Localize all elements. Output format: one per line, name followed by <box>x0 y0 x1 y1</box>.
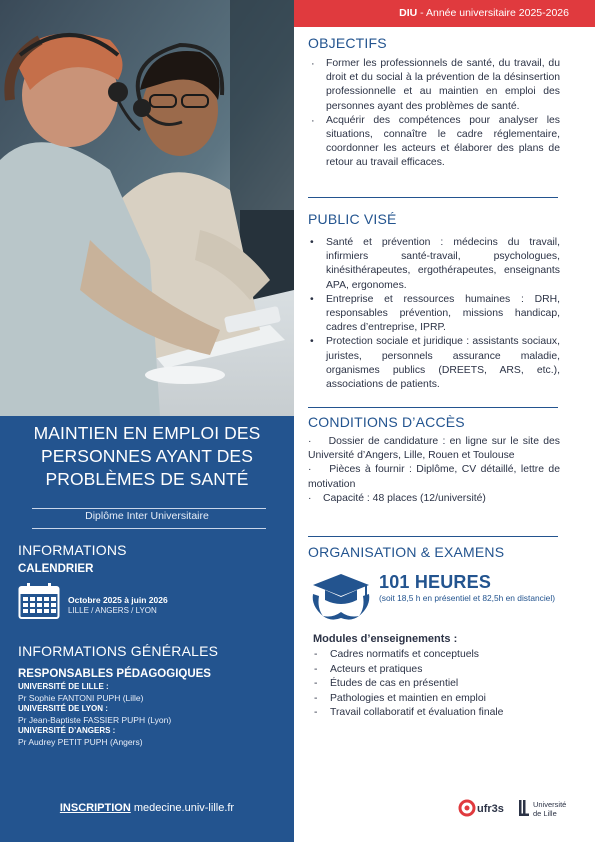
responsable-lille: Pr Sophie FANTONI PUPH (Lille) <box>18 692 144 703</box>
list-item: • Santé et prévention : médecins du travail, infirmiers santé-travail, psychologues, kinésithérapeutes, ergothérapeutes, enseignants APA, ergonomes. <box>310 237 560 291</box>
conditions-list <box>308 435 560 506</box>
document-title <box>0 422 294 491</box>
ufr3s-logo <box>458 798 510 818</box>
title-line-2: PERSONNES AYANT DES <box>41 446 253 466</box>
call-center-photo <box>0 0 294 416</box>
title-line-3: PROBLÈMES DE SANTÉ <box>45 469 249 489</box>
divider-top <box>32 508 266 509</box>
list-item: - Acteurs et pratiques <box>314 663 423 675</box>
objectifs-list <box>308 57 560 171</box>
resp-heading: RESPONSABLES PÉDAGOGIQUES <box>18 668 211 680</box>
diu-label: DIU <box>399 7 418 19</box>
objectifs-heading: OBJECTIFS <box>308 35 387 51</box>
general-info-heading: INFORMATIONS GÉNÉRALES <box>18 643 219 659</box>
list-item: · Former les professionnels de santé, du travail, du droit et du social à la prévention de la désinsertion professionnelle et au maintien en emploi des personnes ayant des problèmes de santé. <box>311 58 560 112</box>
list-item: - Travail collaboratif et évaluation finale <box>314 707 504 719</box>
title-line-1: MAINTIEN EN EMPLOI DES <box>33 423 261 443</box>
list-item: - Études de cas en présentiel <box>314 678 459 690</box>
svg-text:Université: Université <box>533 800 567 809</box>
list-item: · Pièces à fournir : Diplôme, CV détaillé, lettre de motivation <box>308 464 560 490</box>
list-item: • Protection sociale et juridique : assistants sociaux, juristes, personnels assurance maladie, organismes publics (DREETS, ARS, etc.), associations de patients. <box>310 336 560 391</box>
list-item: · Dossier de candidature : en ligne sur le site des Université d’Angers, Lille, Rouen et Toulouse <box>308 436 560 462</box>
objectifs-divider <box>308 197 558 198</box>
responsable-angers: Pr Audrey PETIT PUPH (Angers) <box>18 736 143 747</box>
responsables-list <box>18 682 288 748</box>
university-angers: UNIVERSITÉ D’ANGERS : <box>18 726 116 735</box>
modules-heading: Modules d’enseignements : <box>313 633 458 645</box>
modules-list <box>313 648 563 721</box>
university-lyon: UNIVERSITÉ DE LYON : <box>18 704 108 713</box>
public-heading: PUBLIC VISÉ <box>308 211 397 227</box>
public-divider <box>308 407 558 408</box>
svg-text:de Lille: de Lille <box>533 809 557 818</box>
conditions-heading: CONDITIONS D’ACCÈS <box>308 414 465 430</box>
calendar-heading: CALENDRIER <box>18 563 94 575</box>
graduation-cap-icon <box>309 572 373 622</box>
academic-year: - Année universitaire 2025-2026 <box>417 7 569 19</box>
calendar-icon <box>18 582 60 620</box>
list-item: · Capacité : 48 places (12/université) <box>308 492 486 504</box>
list-item: - Pathologies et maintien en emploi <box>314 692 486 704</box>
conditions-divider <box>308 536 558 537</box>
inscription-url[interactable]: medecine.univ-lille.fr <box>130 802 235 814</box>
informations-heading: INFORMATIONS <box>18 542 127 558</box>
inscription-label: INSCRIPTION <box>59 802 131 814</box>
universite-lille-logo <box>518 798 572 820</box>
header-photo <box>0 0 294 416</box>
top-banner <box>294 0 595 27</box>
university-lille: UNIVERSITÉ DE LILLE : <box>18 682 109 691</box>
left-panel <box>0 0 294 842</box>
organisation-heading: ORGANISATION & EXAMENS <box>308 544 505 560</box>
hours-detail: (soit 18,5 h en présentiel et 82,5h en distanciel) <box>379 593 555 603</box>
svg-text:ufr3s: ufr3s <box>477 803 504 815</box>
list-item: · Acquérir des compétences pour analyser les situations, connaître le cadre réglementaire, coordonner les acteurs et élaborer des plans de retour au travail efficaces. <box>311 114 560 169</box>
inscription-line[interactable] <box>0 802 294 814</box>
calendar-dates: Octobre 2025 à juin 2026 <box>68 595 168 605</box>
total-hours: 101 HEURES <box>379 572 492 592</box>
responsable-lyon: Pr Jean-Baptiste FASSIER PUPH (Lyon) <box>18 714 172 725</box>
divider-bottom <box>32 528 266 529</box>
calendar-cities: LILLE / ANGERS / LYON <box>68 606 157 615</box>
diploma-type: Diplôme Inter Universitaire <box>85 510 209 522</box>
list-item: - Cadres normatifs et conceptuels <box>314 649 480 660</box>
public-list <box>308 236 560 392</box>
list-item: • Entreprise et ressources humaines : DRH, responsables prévention, missions handicap, cadres d’entreprise, IPRP. <box>310 293 560 334</box>
